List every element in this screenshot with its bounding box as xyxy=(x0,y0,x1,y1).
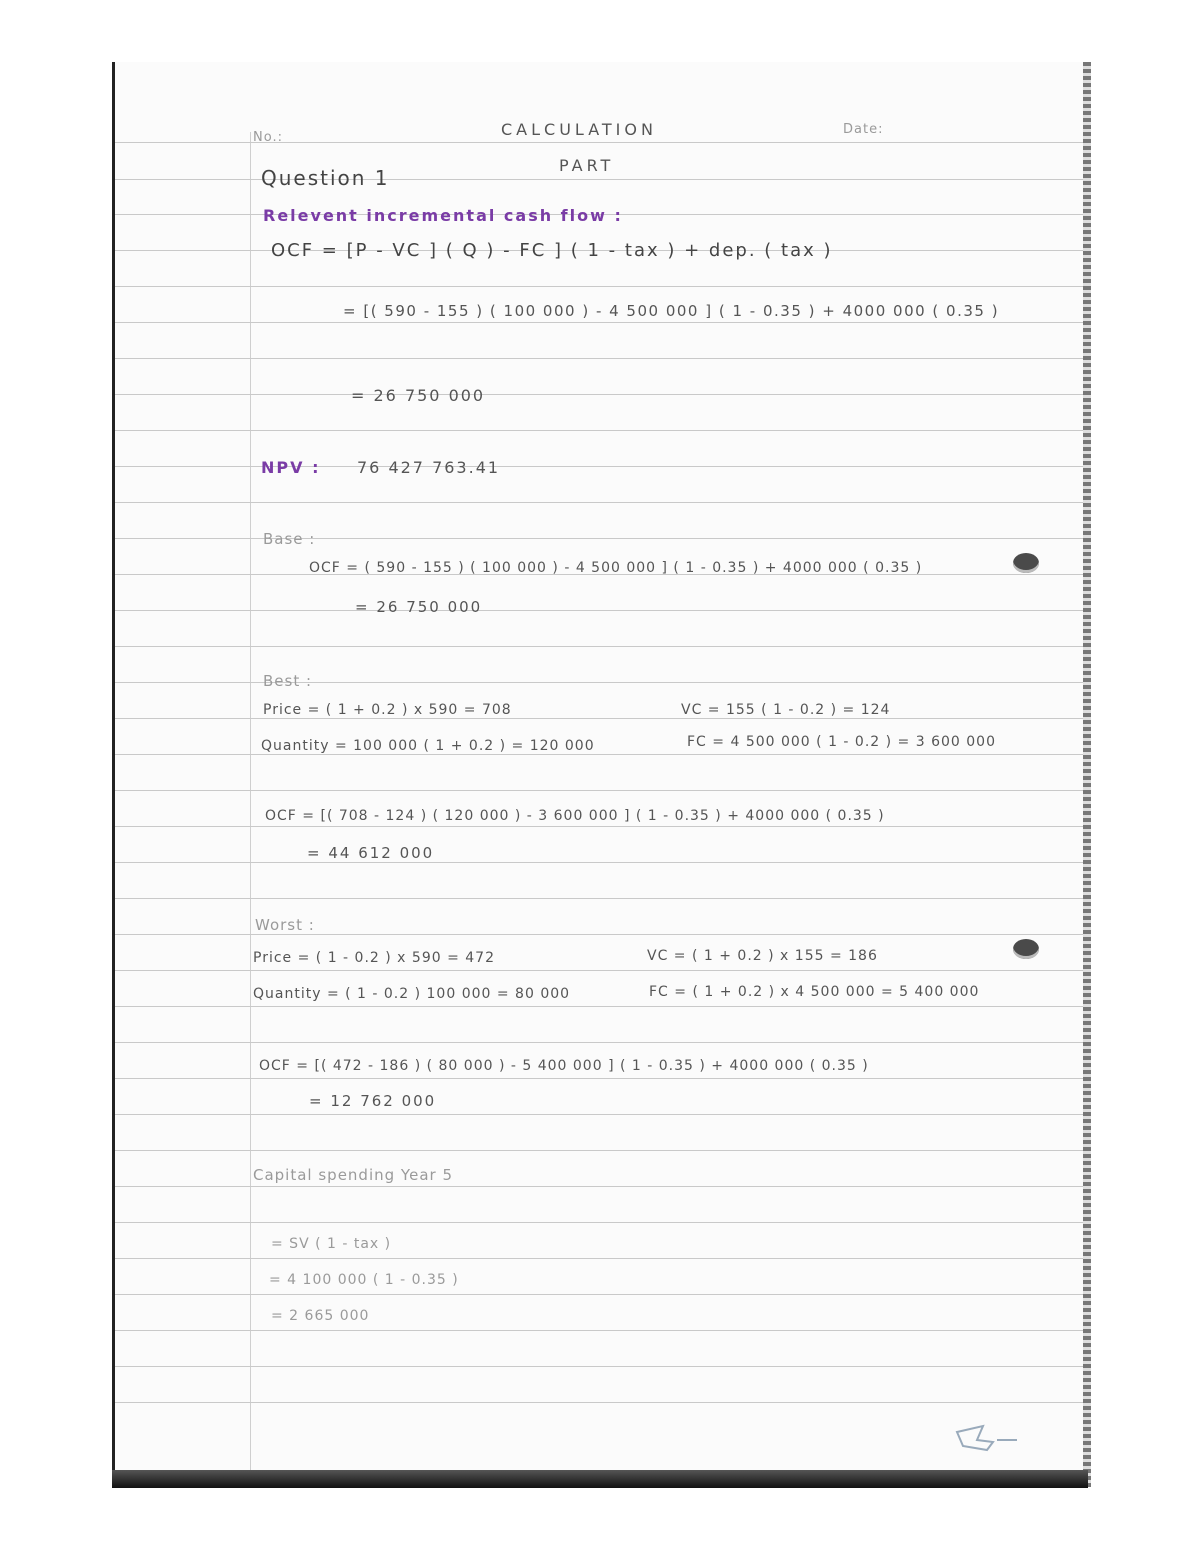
ocf-formula: OCF = [P - VC ] ( Q ) - FC ] ( 1 - tax ) + dep. ( tax ) xyxy=(271,240,833,261)
relevant-heading: Relevent incremental cash flow : xyxy=(263,206,623,225)
best-result: = 44 612 000 xyxy=(307,844,435,862)
page-bottom-shadow xyxy=(112,1470,1088,1488)
worst-result: = 12 762 000 xyxy=(309,1092,437,1110)
ruled-line xyxy=(115,898,1083,899)
title-calculation: CALCULATION xyxy=(501,120,657,139)
ocf-substitution: = [( 590 - 155 ) ( 100 000 ) - 4 500 000 ] ( 1 - 0.35 ) + 4000 000 ( 0.35 ) xyxy=(343,302,1000,320)
ruled-line xyxy=(115,682,1083,683)
ruled-line xyxy=(115,646,1083,647)
binder-hole-icon xyxy=(1013,939,1039,959)
worst-ocf: OCF = [( 472 - 186 ) ( 80 000 ) - 5 400 000 ] ( 1 - 0.35 ) + 4000 000 ( 0.35 ) xyxy=(259,1058,869,1074)
ruled-line xyxy=(115,718,1083,719)
ruled-line xyxy=(115,1366,1083,1367)
ruled-line xyxy=(115,430,1083,431)
base-label: Base : xyxy=(263,530,316,548)
ruled-line xyxy=(115,1114,1083,1115)
npv-value: 76 427 763.41 xyxy=(357,458,501,477)
ruled-line xyxy=(115,790,1083,791)
ruled-line xyxy=(115,970,1083,971)
ruled-line xyxy=(115,286,1083,287)
ruled-line xyxy=(115,1330,1083,1331)
capital-substitution: = 4 100 000 ( 1 - 0.35 ) xyxy=(269,1272,459,1288)
binder-hole-icon xyxy=(1013,553,1039,573)
best-label: Best : xyxy=(263,672,313,690)
ruled-line xyxy=(115,934,1083,935)
best-fc: FC = 4 500 000 ( 1 - 0.2 ) = 3 600 000 xyxy=(687,734,996,750)
ruled-line xyxy=(115,826,1083,827)
ruled-line xyxy=(115,322,1083,323)
question-title: Question 1 xyxy=(261,166,390,190)
ruled-line xyxy=(115,610,1083,611)
capital-result: = 2 665 000 xyxy=(271,1308,370,1324)
ruled-line xyxy=(115,1258,1083,1259)
base-ocf: OCF = ( 590 - 155 ) ( 100 000 ) - 4 500 000 ] ( 1 - 0.35 ) + 4000 000 ( 0.35 ) xyxy=(309,560,923,576)
notebook-logo-icon xyxy=(953,1422,1023,1456)
ruled-line xyxy=(115,1150,1083,1151)
best-vc: VC = 155 ( 1 - 0.2 ) = 124 xyxy=(681,702,891,718)
no-label: No.: xyxy=(253,130,283,145)
capital-formula: = SV ( 1 - tax ) xyxy=(271,1236,392,1252)
worst-quantity: Quantity = ( 1 - 0.2 ) 100 000 = 80 000 xyxy=(253,986,571,1002)
worst-label: Worst : xyxy=(255,916,315,934)
ruled-line xyxy=(115,538,1083,539)
ruled-line xyxy=(115,502,1083,503)
worst-price: Price = ( 1 - 0.2 ) x 590 = 472 xyxy=(253,950,495,966)
ocf-result: = 26 750 000 xyxy=(351,386,486,405)
best-ocf: OCF = [( 708 - 124 ) ( 120 000 ) - 3 600 000 ] ( 1 - 0.35 ) + 4000 000 ( 0.35 ) xyxy=(265,808,885,824)
best-price: Price = ( 1 + 0.2 ) x 590 = 708 xyxy=(263,702,512,718)
date-label: Date: xyxy=(843,122,884,137)
ruled-line xyxy=(115,862,1083,863)
ruled-line xyxy=(115,358,1083,359)
ruled-line xyxy=(115,1006,1083,1007)
spiral-binding xyxy=(1083,62,1091,1487)
worst-vc: VC = ( 1 + 0.2 ) x 155 = 186 xyxy=(647,948,878,964)
capital-label: Capital spending Year 5 xyxy=(253,1166,453,1184)
base-result: = 26 750 000 xyxy=(355,598,483,616)
best-quantity: Quantity = 100 000 ( 1 + 0.2 ) = 120 000 xyxy=(261,738,595,754)
ruled-line xyxy=(115,1222,1083,1223)
ruled-line xyxy=(115,1078,1083,1079)
ruled-line xyxy=(115,1186,1083,1187)
npv-label: NPV : xyxy=(261,458,321,477)
title-part: PART xyxy=(559,156,615,175)
ruled-line xyxy=(115,1294,1083,1295)
ruled-line xyxy=(115,394,1083,395)
ruled-line xyxy=(115,754,1083,755)
worst-fc: FC = ( 1 + 0.2 ) x 4 500 000 = 5 400 000 xyxy=(649,984,980,1000)
ruled-line xyxy=(115,1402,1083,1403)
ruled-line xyxy=(115,1042,1083,1043)
margin-line xyxy=(250,132,251,1472)
notebook-page xyxy=(112,62,1091,1487)
